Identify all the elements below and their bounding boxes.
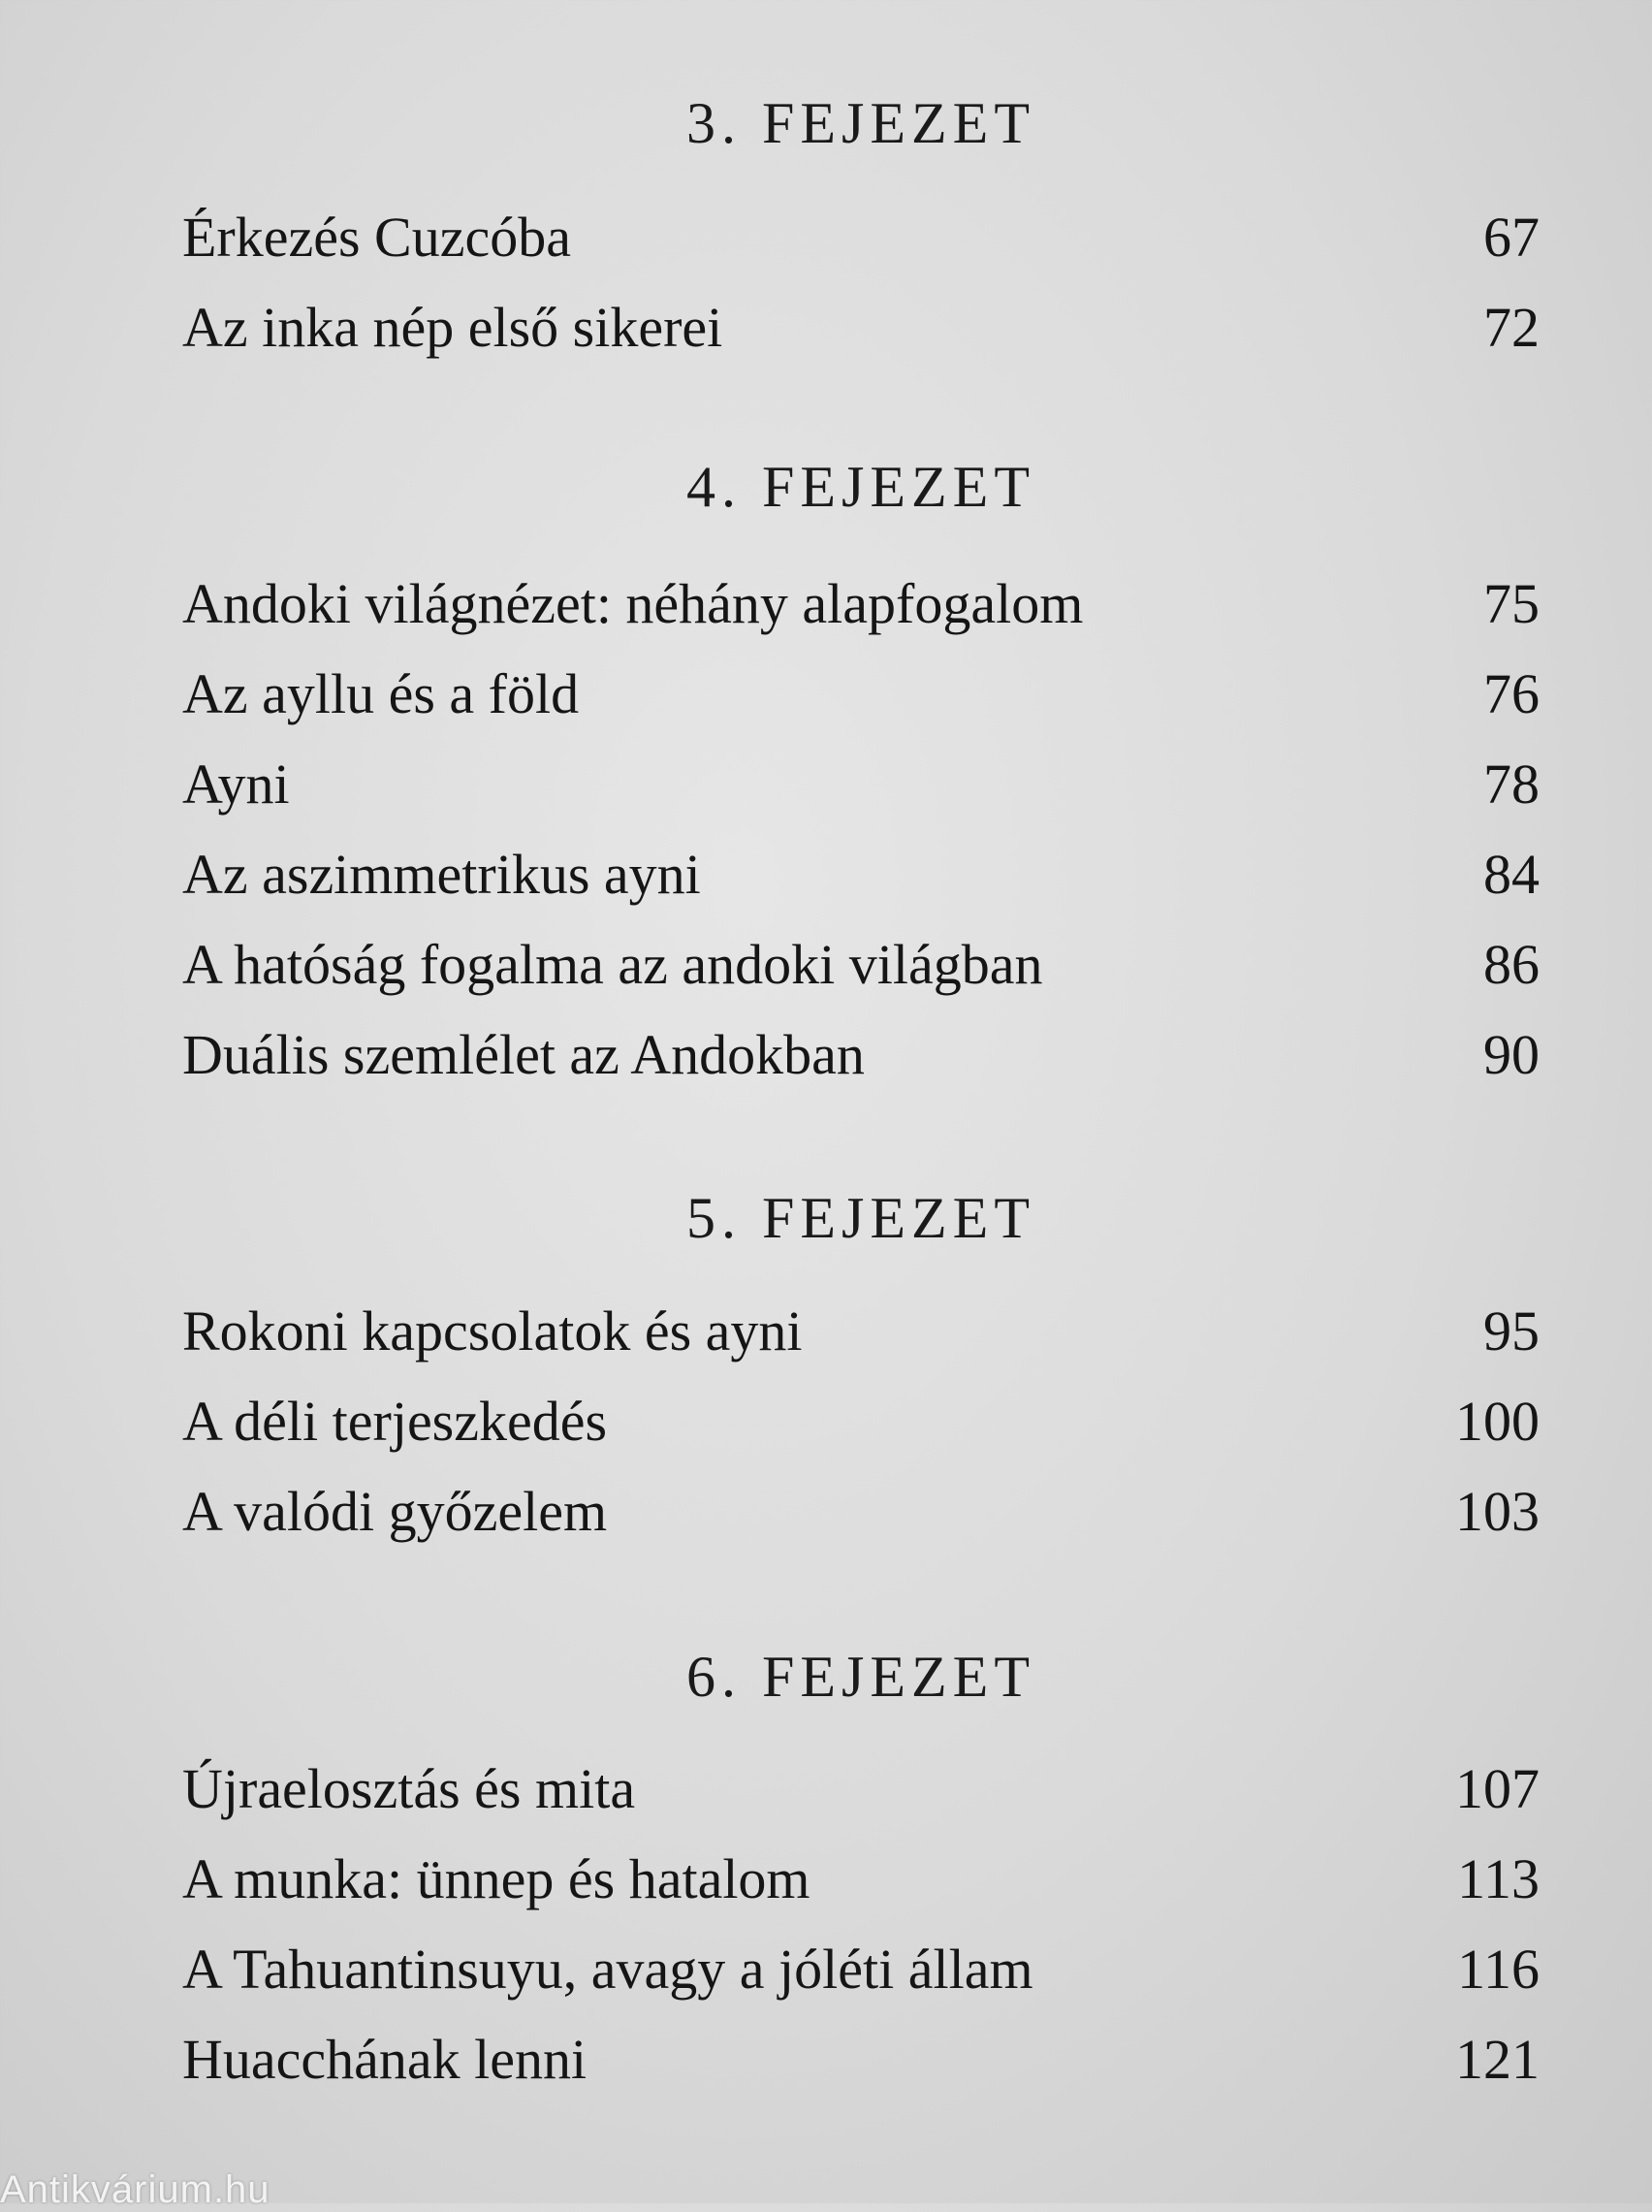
toc-entry-page: 78 — [1483, 753, 1540, 816]
toc-entry-title: Újraelosztás és mita — [182, 1757, 636, 1820]
toc-entry-title: Az aszimmetrikus ayni — [182, 843, 701, 906]
toc-entry-page: 75 — [1483, 572, 1540, 635]
toc-entry — [182, 565, 1540, 643]
toc-entry-page: 103 — [1455, 1480, 1540, 1543]
toc-entry-page: 84 — [1483, 843, 1540, 906]
toc-entry — [182, 1293, 1540, 1370]
toc-entry — [182, 1016, 1540, 1094]
toc-entry-title: A déli terjeszkedés — [182, 1390, 608, 1453]
chapter-heading-6: 6. FEJEZET — [686, 1645, 1035, 1709]
toc-entry — [182, 1931, 1540, 2008]
toc-entry — [182, 1473, 1540, 1551]
watermark: Antikvárium.hu — [0, 2168, 270, 2211]
toc-entry-page: 76 — [1483, 662, 1540, 725]
toc-entry-title: Duális szemlélet az Andokban — [182, 1023, 865, 1086]
chapter-heading-4: 4. FEJEZET — [686, 455, 1035, 519]
toc-entry — [182, 1383, 1540, 1460]
toc-entry-page: 113 — [1457, 1847, 1540, 1910]
toc-entry — [182, 746, 1540, 823]
toc-entry — [182, 199, 1540, 276]
toc-entry-title: Andoki világnézet: néhány alapfogalom — [182, 572, 1084, 635]
toc-entry-page: 116 — [1457, 1938, 1540, 2001]
toc-entry-page: 100 — [1455, 1390, 1540, 1453]
toc-entry-page: 67 — [1483, 206, 1540, 269]
toc-entry — [182, 2021, 1540, 2099]
toc-entry-title: Rokoni kapcsolatok és ayni — [182, 1299, 803, 1362]
toc-entry-title: A hatóság fogalma az andoki világban — [182, 933, 1043, 996]
toc-entry — [182, 926, 1540, 1004]
toc-entry — [182, 1841, 1540, 1918]
toc-entry — [182, 836, 1540, 914]
toc-entry-title: Huacchának lenni — [182, 2028, 588, 2091]
toc-entry-title: A Tahuantinsuyu, avagy a jóléti állam — [182, 1938, 1033, 2001]
toc-entry-title: A munka: ünnep és hatalom — [182, 1847, 810, 1910]
toc-entry-title: A valódi győzelem — [182, 1480, 608, 1543]
toc-entry — [182, 1750, 1540, 1828]
toc-entry-page: 95 — [1483, 1299, 1540, 1362]
toc-entry-page: 72 — [1483, 296, 1540, 359]
toc-entry-page: 86 — [1483, 933, 1540, 996]
toc-entry-title: Ayni — [182, 753, 290, 816]
toc-entry — [182, 656, 1540, 733]
toc-entry-page: 107 — [1455, 1757, 1540, 1820]
chapter-heading-5: 5. FEJEZET — [686, 1186, 1035, 1250]
toc-entry-title: Az ayllu és a föld — [182, 662, 580, 725]
toc-entry-title: Érkezés Cuzcóba — [182, 206, 571, 269]
toc-entry-page: 90 — [1483, 1023, 1540, 1086]
toc-entry-page: 121 — [1455, 2028, 1540, 2091]
toc-entry-title: Az inka nép első sikerei — [182, 296, 723, 359]
toc-entry — [182, 289, 1540, 367]
chapter-heading-3: 3. FEJEZET — [686, 91, 1035, 155]
